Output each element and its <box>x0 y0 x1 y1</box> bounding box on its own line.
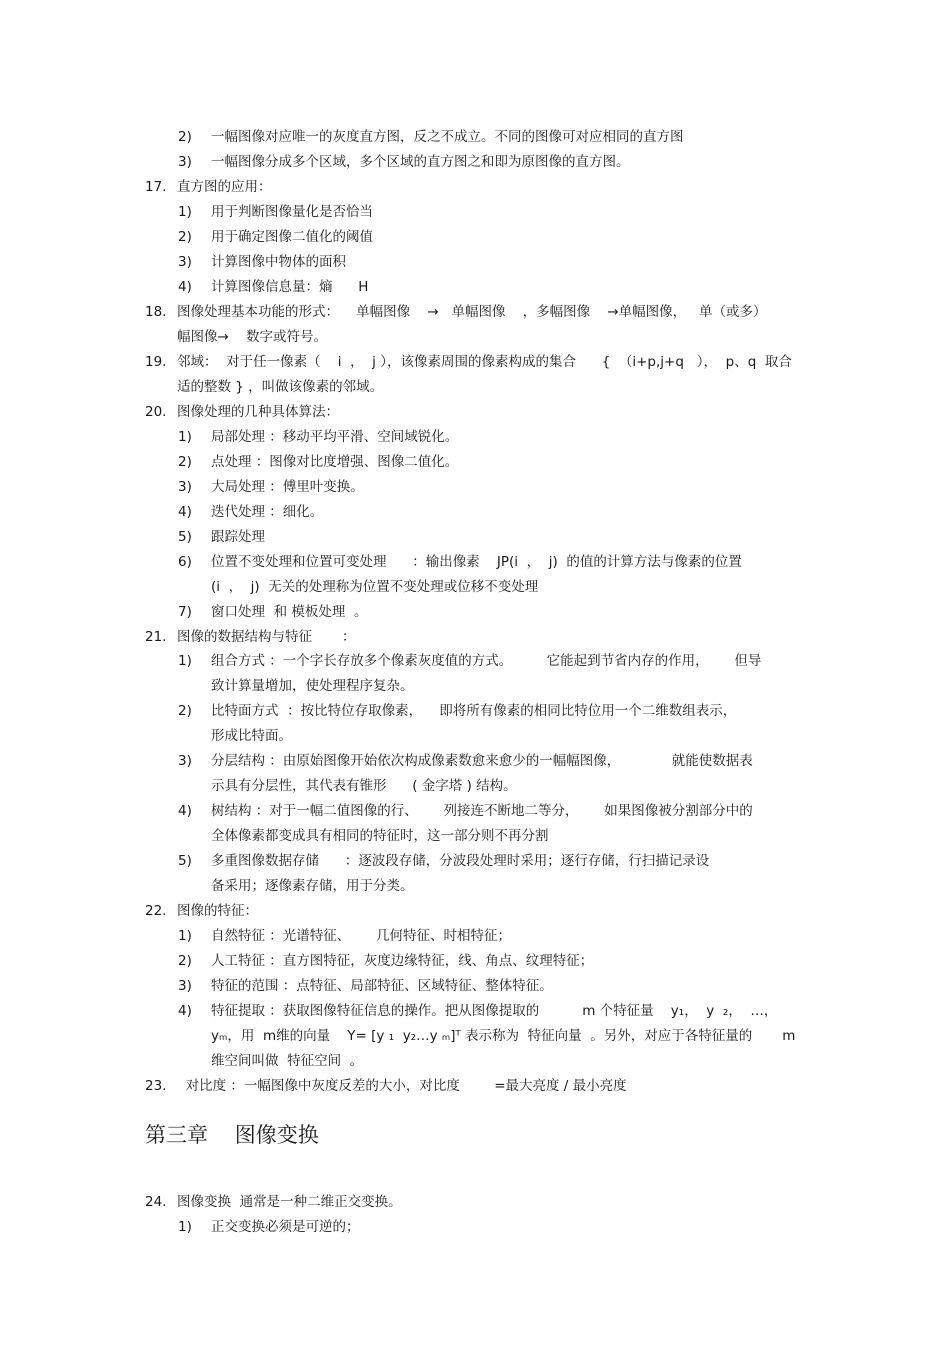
item-text: 点处理 ：图像对比度增强、图像二值化。 <box>211 454 459 470</box>
item-number: 2) <box>178 953 192 969</box>
continuation-text: 示具有分层性，其代表有锥形 ( 金字塔 ) 结构。 <box>211 778 517 794</box>
section-number: 23. <box>145 1078 167 1094</box>
item-number: 1) <box>178 429 192 445</box>
item-text: 邻域： 对于任一像素（ i ， j ），该像素周围的像素构成的集合 { （i+p,j+q ）， p、q 取合 <box>177 354 792 370</box>
section-number: 19. <box>145 354 167 370</box>
item-text: 分层结构 ：由原始图像开始依次构成像素数愈来愈少的一幅幅图像， 就能使数据表 <box>211 753 753 769</box>
item-text: 人工特征 ：直方图特征，灰度边缘特征，线、角点、纹理特征； <box>211 953 594 969</box>
item-text: 计算图像中物体的面积 <box>211 254 346 270</box>
item-text: 计算图像信息量：熵 H <box>211 279 369 295</box>
continuation-text: 致计算量增加，使处理程序复杂。 <box>211 678 414 694</box>
item-number: 3) <box>178 479 192 495</box>
item-text: 窗口处理 和 模板处理 。 <box>211 604 368 620</box>
section-number: 22. <box>145 903 167 919</box>
item-number: 6) <box>178 554 192 570</box>
item-text: 大局处理 ：傅里叶变换。 <box>211 479 364 495</box>
item-text: 对比度 ：一幅图像中灰度反差的大小，对比度 =最大亮度 / 最小亮度 <box>177 1078 627 1094</box>
section-number: 17. <box>145 179 167 195</box>
item-number: 1) <box>178 928 192 944</box>
item-number: 3) <box>178 154 192 170</box>
item-number: 7) <box>178 604 192 620</box>
continuation-text: 备采用；逐像素存储，用于分类。 <box>211 878 414 894</box>
continuation-text: yₘ，用 m维的向量 Y= [y ₁ y₂…y ₘ]ᵀ 表示称为 特征向量 。另外，对应于各特征量的 m <box>211 1028 796 1044</box>
continuation-text: 形成比特面。 <box>211 728 292 744</box>
item-number: 2) <box>178 703 192 719</box>
section-number: 20. <box>145 404 167 420</box>
continuation-text: 适的整数 } ，叫做该像素的邻域。 <box>177 379 384 395</box>
item-number: 4) <box>178 279 192 295</box>
section-number: 24. <box>145 1194 167 1210</box>
item-text: 一幅图像对应唯一的灰度直方图，反之不成立。不同的图像可对应相同的直方图 <box>211 129 684 145</box>
item-text: 图像的数据结构与特征 ： <box>177 629 356 645</box>
item-text: 图像的特征： <box>177 903 258 919</box>
item-text: 自然特征 ：光谱特征、 几何特征、时相特征； <box>211 928 512 944</box>
item-text: 图像变换 通常是一种二维正交变换。 <box>177 1194 402 1210</box>
section-number: 21. <box>145 629 167 645</box>
item-text: 用于判断图像量化是否恰当 <box>211 204 373 220</box>
item-number: 4) <box>178 803 192 819</box>
item-number: 2) <box>178 129 192 145</box>
item-number: 2) <box>178 229 192 245</box>
item-text: 特征的范围 ：点特征、局部特征、区域特征、整体特征。 <box>211 978 553 994</box>
item-number: 2) <box>178 454 192 470</box>
item-text: 一幅图像分成多个区域，多个区域的直方图之和即为原图像的直方图。 <box>211 154 630 170</box>
item-text: 跟踪处理 <box>211 529 265 545</box>
item-text: 组合方式 ：一个字长存放多个像素灰度值的方式。 它能起到节省内存的作用， 但导 <box>211 653 762 669</box>
item-number: 5) <box>178 529 192 545</box>
item-text: 用于确定图像二值化的阈值 <box>211 229 373 245</box>
item-number: 3) <box>178 753 192 769</box>
item-text: 位置不变处理和位置可变处理 ：输出像素 JP(i ， j) 的值的计算方法与像素的位置 <box>211 554 742 570</box>
item-text: 多重图像数据存储 ：逐波段存储，分波段处理时采用；逐行存储，行扫描记录设 <box>211 853 710 869</box>
chapter-heading: 第三章 图像变换 <box>145 1123 319 1147</box>
item-text: 迭代处理 ：细化。 <box>211 504 324 520</box>
item-text: 正交变换必须是可逆的； <box>211 1219 360 1235</box>
item-text: 图像处理基本功能的形式： 单幅图像 → 单幅图像 ，多幅图像 →单幅图像， 单（或多） <box>177 304 767 320</box>
continuation-text: (i ， j) 无关的处理称为位置不变处理或位移不变处理 <box>211 579 539 595</box>
item-text: 特征提取 ：获取图像特征信息的操作。把从图像提取的 m 个特征量 y₁， y ₂， …， <box>211 1003 778 1019</box>
continuation-text: 全体像素都变成具有相同的特征时，这一部分则不再分割 <box>211 828 549 844</box>
item-text: 比特面方式 ：按比特位存取像素， 即将所有像素的相同比特位用一个二维数组表示， <box>211 703 737 719</box>
item-number: 3) <box>178 254 192 270</box>
item-text: 局部处理 ：移动平均平滑、空间域锐化。 <box>211 429 459 445</box>
item-text: 图像处理的几种具体算法： <box>177 404 339 420</box>
item-number: 4) <box>178 1003 192 1019</box>
item-number: 5) <box>178 853 192 869</box>
item-text: 直方图的应用： <box>177 179 272 195</box>
item-number: 1) <box>178 204 192 220</box>
item-number: 4) <box>178 504 192 520</box>
item-number: 1) <box>178 653 192 669</box>
item-number: 1) <box>178 1219 192 1235</box>
continuation-text: 维空间叫做 特征空间 。 <box>211 1053 364 1069</box>
section-number: 18. <box>145 304 167 320</box>
continuation-text: 幅图像→ 数字或符号。 <box>177 329 327 345</box>
item-text: 树结构 ：对于一幅二值图像的行、 列接连不断地二等分， 如果图像被分割部分中的 <box>211 803 753 819</box>
item-number: 3) <box>178 978 192 994</box>
